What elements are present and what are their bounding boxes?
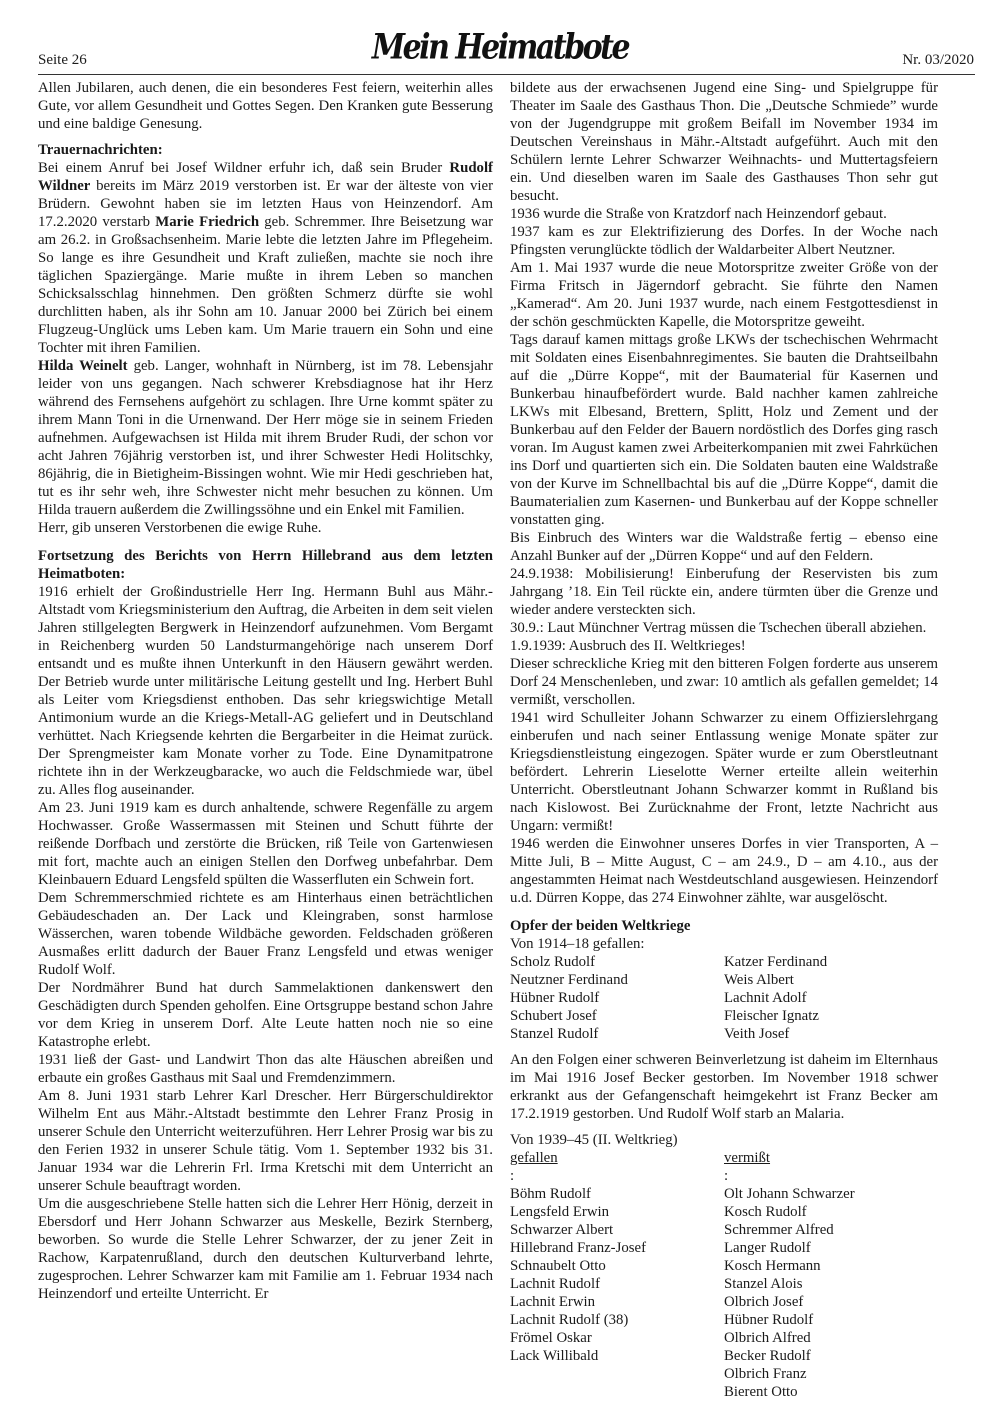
name-list-item: Hillebrand Franz-Josef bbox=[510, 1240, 647, 1256]
text: geb. Langer, wohnhaft in Nürnberg, ist im 78. Lebensjahr leider von uns gegangen. Nach schwerer Krebsdiagnose hat ihr Herz während des Fernsehens aufgehört zu schlagen. Ihre Urne kommt später zu ihrem Mann Toni in die Urnenwand. Der Herr möge sie in seinem Frieden aufnehmen. Aufgewachsen ist Hilda mit ihrem Bruder Rudi, der schon vor acht Jahren 76jährig verstorben ist, und ihrer Schwester Hedi Holitschky, 86jährig, die in Bietigheim-Bissingen wohnt. Wie mir Hedi geschrieben hat, tut es ihr sehr weh, ihre Schwester nicht mehr besuchen zu können. Um Hilda trauern außerdem die Zwillingssöhne und ein Enkel mit Familien. bbox=[38, 358, 493, 518]
name-list-item: Fleischer Ignatz bbox=[724, 1008, 819, 1024]
name-list-item: Becker Rudolf bbox=[724, 1348, 811, 1364]
paragraph: 1916 erhielt der Großindustrielle Herr Ing. Hermann Buhl aus Mähr.-Altstadt vom Kriegsministerium den Auftrag, die Arbeiten in dem seit vielen Jahren stillgelegten Bergwerk in Heinzendorf aufzunehmen. Vom Bergamt in Reichenberg wurden 50 Landsturmangehörige nach unserem Dorf entsandt und es mußte ihnen Unterkunft in den Häusern gewährt werden. Der Betrieb wurde unter militärische Leitung gestellt und Ing. Herbert Buhl als Leiter vom Kriegsdienst enthoben. Das sehr kriegswichtige Metall Antimonium wurde an die Kriegs-Metall-AG geliefert und in Deutschland verhüttet. Nach Kriegsende kehrten die Bergarbeiter in die Heimat zurück. Der Sprengmeister kam Monate vorher zu Tode. Eine Dynamitpatrone richtete ihn in der Werkzeugbaracke, wo auch die Feldschmiede war, übel zu. Alles flog auseinander. bbox=[38, 584, 493, 798]
page-number: Seite 26 bbox=[38, 52, 87, 68]
name-list-item: Lachnit Erwin bbox=[510, 1294, 596, 1310]
paragraph: 1936 wurde die Straße von Kratzdorf nach Heinzendorf gebaut. bbox=[510, 206, 887, 222]
name-list-item: Böhm Rudolf bbox=[510, 1186, 591, 1202]
paragraph: Am 8. Juni 1931 starb Lehrer Karl Drescher. Herr Bürgerschuldirektor Wilhelm Ent aus Mähr.-Altstadt bestimmte den Lehrer Franz Prosig in unserer Schule den Unterricht weiterzuführen. Herr Lehrer Prosig war bis zu den Ferien 1932 in unserer Schule tätig. Vom 1. September 1932 bis 31. Januar 1934 war die Lehrerin Frl. Irma Kretschi mit dem Unterricht an unserer Schule beauftragt worden. bbox=[38, 1088, 493, 1194]
paragraph: 1931 ließ der Gast- und Landwirt Thon das alte Häuschen abreißen und erbaute ein großes Gasthaus mit Saal und Fremdenzimmern. bbox=[38, 1052, 493, 1086]
name-list-item: Weis Albert bbox=[724, 972, 794, 988]
name-list-item: Lack Willibald bbox=[510, 1348, 599, 1364]
name-list-item: Scholz Rudolf bbox=[510, 954, 596, 970]
section-heading-opfer: Opfer der beiden Weltkriege bbox=[510, 918, 691, 934]
paragraph: bildete aus der erwachsenen Jugend eine Sing- und Spielgruppe für Theater im Saale des Gasthaus Thon. Die „Deutsche Schmiede” wurde von der Jugendgruppe mit großem Beifall im November 1934 im Deutschen Vereinshaus in Mähr.-Altstadt aufgeführt. Auch mit den Schülern lernte Lehrer Schwarzer Weihnachts- und Muttertagsfeiern ein. Und dieselben waren im Saale des Gasthauses Thon sehr gut besucht. bbox=[510, 80, 938, 204]
paragraph: Bis Einbruch des Winters war die Waldstraße fertig – ebenso eine Anzahl Bunker auf der „Dürren Koppe“ und auf den Feldern. bbox=[510, 530, 938, 564]
paragraph: 1937 kam es zur Elektrifizierung des Dorfes. In der Woche nach Pfingsten verunglückte tödlich der Waldarbeiter Albert Neutzner. bbox=[510, 224, 938, 258]
masthead-logo: Mein Heimatbote bbox=[371, 27, 629, 68]
ww1-right-list bbox=[724, 953, 938, 1043]
paragraph bbox=[38, 357, 493, 519]
header-rule bbox=[38, 74, 975, 75]
paragraph: Um die ausgeschriebene Stelle hatten sich die Lehrer Herr Hönig, derzeit in Ebersdorf und Herr Johann Schwarzer aus Meskelle, Bezirk Sternberg, beworben. So wurde die Stelle Lehrer Schwarzer, der zu jener Zeit in Rachow, Karpatenrußland, durch den deutschen Kulturverband lehrte, zugesprochen. Lehrer Schwarzer kam mit Familie am 1. Februar 1934 nach Heinzendorf und erteilte Unterricht. Er bbox=[38, 1196, 493, 1302]
name-list-item: Hübner Rudolf bbox=[724, 1312, 814, 1328]
paragraph: Allen Jubilaren, auch denen, die ein besonderes Fest feiern, weiterhin alles Gute, vor allem Gesundheit und Gottes Segen. Den Kranken gute Besserung und eine baldige Genesung. bbox=[38, 80, 493, 132]
paragraph: Dieser schreckliche Krieg mit den bitteren Folgen forderte aus unserem Dorf 24 Menschenleben, und zwar: 10 amtlich als gefallen gemeldet; 14 vermißt, verschollen. bbox=[510, 656, 938, 708]
paragraph: 24.9.1938: Mobilisierung! Einberufung der Reservisten bis zum Jahrgang ’18. Ein Teil rückte ein, andere türmten über die Grenze und wieder andere versteckten sich. bbox=[510, 566, 938, 618]
name-list-item: Lachnit Rudolf bbox=[510, 1276, 600, 1292]
fallen-label: gefallen bbox=[510, 1150, 558, 1166]
name-list-item: Frömel Oskar bbox=[510, 1330, 592, 1346]
name-list-item: Veith Josef bbox=[724, 1026, 790, 1042]
missing-list: vermißt : Olt Johann Schwarzer Kosch Rudolf Schremmer Alfred Langer Rudolf Kosch Hermann Stanzel Alois Olbrich Josef Hübner Rudolf Olbrich Alfred Becker Rudolf Olbrich Franz Bierent Otto bbox=[724, 1149, 938, 1401]
text: bereits im März 2019 verstorben ist. Er war der älteste von vier Brüdern. Gewohnt haben sie im letzten Haus von Heinzendorf. Am 17.2.2020 verstarb bbox=[38, 178, 493, 230]
left-column bbox=[38, 79, 493, 1303]
issue-number: Nr. 03/2020 bbox=[902, 52, 974, 68]
section-heading-trauernachrichten: Trauernachrichten: bbox=[38, 142, 163, 158]
fallen-list: gefallen : Böhm Rudolf Lengsfeld Erwin Schwarzer Albert Hillebrand Franz-Josef Schnaubelt Otto Lachnit Rudolf Lachnit Erwin Lachnit Rudolf (38) Frömel Oskar Lack Willibald bbox=[510, 1149, 724, 1401]
name-list-item: Lachnit Rudolf (38) bbox=[510, 1312, 629, 1328]
paragraph: Herr, gib unseren Verstorbenen die ewige Ruhe. bbox=[38, 520, 322, 536]
name-list-item: Schwarzer Albert bbox=[510, 1222, 614, 1238]
name-list-item: Kosch Rudolf bbox=[724, 1204, 807, 1220]
paragraph bbox=[38, 159, 493, 357]
name-list-item: Schremmer Alfred bbox=[724, 1222, 834, 1238]
name-list-item: Langer Rudolf bbox=[724, 1240, 811, 1256]
paragraph: 1946 werden die Einwohner unseres Dorfes in vier Transporten, A – Mitte Juli, B – Mitte August, C – am 24.9., D – am 4.10., aus der angestammten Heimat nach Westdeutschland ausgewiesen. Heinzendorf u.d. Dürren Koppe, das 274 Einwohner zählte, war ausgelöscht. bbox=[510, 836, 938, 906]
paragraph: Tags darauf kamen mittags große LKWs der tschechischen Wehrmacht mit Soldaten eines Eisenbahnregimentes. Sie bauten die Drahtseilbahn auf die „Dürre Koppe“, mit der Baumaterial für Kasernen und Bunkerbau hinaufbefördert wurde. Bald nachher kamen zahlreiche LKWs mit Elbesand, Brettern, Splitt, Holz und Zement und der Bunkerbau auf den Felder der Bauern nordöstlich des Dorfes ging rasch voran. Im August kamen zwei Arbeiterkompanien mit zwei Fahrküchen ins Dorf und quartierten sich ein. Die Soldaten bauten eine Waldstraße von der Kurve im Schnellbachtal bis auf die „Dürre Koppe“, damit die Baumaterialien zum Kasernen- und Bunkerbau auf der Koppe schneller vonstatten ging. bbox=[510, 332, 938, 528]
name-list-item: Lachnit Adolf bbox=[724, 990, 807, 1006]
ww1-label: Von 1914–18 gefallen: bbox=[510, 936, 645, 952]
text: geb. Schremmer. Ihre Beisetzung war am 26.2. in Großsachsenheim. Marie lebte die letzten Jahre im Pflegeheim. So lange es ihre Gesundheit und Kraft zuließen, machte sie noch ihre täglichen Spaziergänge. Marie mußte in ihrem Leben so manchen Schicksalsschlag hinnehmen. Den größten Schmerz dürfte sie wohl durchlitten haben, als ihr Sohn am 10. Januar 2000 bei Zürich bei einem Flugzeug-Unglück ums Leben kam. Um Marie trauern ein Sohn und eine Tochter mit ihren Familien. bbox=[38, 214, 493, 356]
paragraph: 1941 wird Schulleiter Johann Schwarzer zu einem Offizierslehrgang einberufen und nach seiner Entlassung wenige Monate später zur Kriegsdienstleistung eingezogen. Später wurde er zum Oberstleutnant befördert. Lehrerin Lieselotte Werner erteilte allein weiterhin Unterricht. Oberstleutnant Johann Schwarzer kommt in Rußland bis nach Kislowost. Bei Zurücknahme der Front, letzte Nachricht aus Ungarn: vermißt! bbox=[510, 710, 938, 834]
name-list-item: Kosch Hermann bbox=[724, 1258, 821, 1274]
paragraph: Am 23. Juni 1919 kam es durch anhaltende, schwere Regenfälle zu argem Hochwasser. Große Wassermassen mit Steinen und Schutt führte der reißende Dorfbach und zerstörte die Brücken, riß Teile von Gartenwiesen mit fort, machte auch an einigen Stellen den Dorfweg unbefahrbar. Dem Kleinbauern Eduard Lengsfeld spülten die Wasserfluten ein Schwein fort. bbox=[38, 800, 493, 888]
name-list-item: Schubert Josef bbox=[510, 1008, 597, 1024]
name-list-item: Neutzner Ferdinand bbox=[510, 972, 628, 988]
name-bold: Hilda Weinelt bbox=[38, 358, 128, 374]
paragraph: Dem Schremmerschmied richtete es am Hinterhaus einen beträchtlichen Gebäudeschaden an. Der Lack und Kleingraben, sonst harmlose Wässerchen, waren tobende Wildbäche geworden. Feldschaden größeren Ausmaßes erlitt dadurch der Bauer Franz Lengsfeld und etwas weniger Rudolf Wolf. bbox=[38, 890, 493, 978]
name-list-item: Schnaubelt Otto bbox=[510, 1258, 606, 1274]
name-bold: Marie Friedrich bbox=[155, 214, 260, 230]
ww1-names bbox=[510, 953, 938, 1043]
section-heading-bericht: Fortsetzung des Berichts von Herrn Hillebrand aus dem letzten Heimatboten: bbox=[38, 548, 493, 582]
ww1-left-list bbox=[510, 953, 724, 1043]
paragraph: 30.9.: Laut Münchner Vertrag müssen die Tschechen überall abziehen. bbox=[510, 620, 927, 636]
text: Bei einem Anruf bei Josef Wildner erfuhr ich, daß sein Bruder bbox=[38, 160, 450, 176]
name-list-item: Olbrich Franz bbox=[724, 1366, 807, 1382]
paragraph: An den Folgen einer schweren Beinverletzung ist daheim im Elternhaus im Mai 1916 Josef Becker gestorben. Im November 1918 schwer erkrankt aus der Gefangenschaft heimgekehrt ist Franz Becker am 17.2.1919 gestorben. Und Rudolf Wolf starb an Malaria. bbox=[510, 1052, 938, 1122]
right-column bbox=[510, 79, 938, 1401]
name-list-item: Olt Johann Schwarzer bbox=[724, 1186, 855, 1202]
name-bold: Rudolf Wildner bbox=[38, 160, 493, 194]
name-list-item: Stanzel Rudolf bbox=[510, 1026, 599, 1042]
paragraph: 1.9.1939: Ausbruch des II. Weltkrieges! bbox=[510, 638, 746, 654]
name-list-item: Lengsfeld Erwin bbox=[510, 1204, 610, 1220]
missing-label: vermißt bbox=[724, 1150, 771, 1166]
name-list-item: Bierent Otto bbox=[724, 1384, 798, 1400]
name-list-item: Stanzel Alois bbox=[724, 1276, 803, 1292]
name-list-item: Olbrich Josef bbox=[724, 1294, 804, 1310]
ww2-label: Von 1939–45 (II. Weltkrieg) bbox=[510, 1132, 678, 1148]
ww2-names bbox=[510, 1149, 938, 1401]
paragraph: Am 1. Mai 1937 wurde die neue Motorspritze zweiter Größe von der Firma Fritsch in Jägerndorf gebracht. Sie führte den Namen „Kamerad“. Am 20. Juni 1937 wurde, nach einem Festgottesdienst in der schön geschmückten Kapelle, die Motorspritze geweiht. bbox=[510, 260, 938, 330]
name-list-item: Katzer Ferdinand bbox=[724, 954, 828, 970]
paragraph: Der Nordmährer Bund hat durch Sammelaktionen dankenswert den Geschädigten durch Spenden geholfen. Eine Ortsgruppe bestand schon Jahre vor dem Krieg in unserem Dorf. Alte Leute hatten noch nie so eine Katastrophe erlebt. bbox=[38, 980, 493, 1050]
name-list-item: Hübner Rudolf bbox=[510, 990, 600, 1006]
name-list-item: Olbrich Alfred bbox=[724, 1330, 811, 1346]
